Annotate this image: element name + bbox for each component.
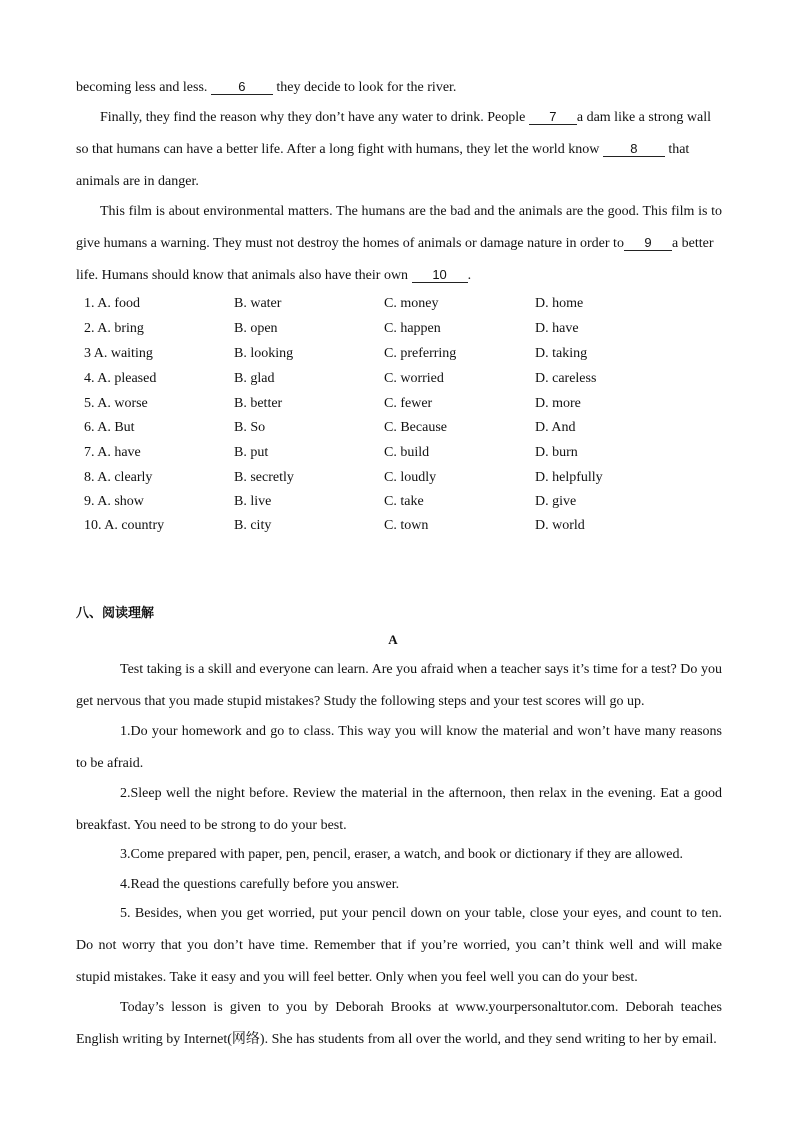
para-line: stupid mistakes. Take it easy and you will feel better. Only when you feel well you can do your best. <box>76 970 638 985</box>
option-a: 7. A. have <box>84 445 141 460</box>
option-d: D. helpfully <box>535 470 603 485</box>
answer-blank-6: 6 <box>211 80 273 95</box>
text: give humans a warning. They must not destroy the homes of animals or damage nature in order to <box>76 236 624 251</box>
option-b: B. water <box>234 296 282 311</box>
option-d: D. burn <box>535 445 578 460</box>
option-a: 8. A. clearly <box>84 470 153 485</box>
para-line: English writing by Internet(网络). She has students from all over the world, and they send writing to her by email. <box>76 1032 717 1047</box>
text: a better <box>671 236 714 251</box>
option-c: C. town <box>384 518 429 533</box>
cloze-line-5: This film is about environmental matters. The humans are the bad and the animals are the good. This film is to <box>100 204 722 219</box>
option-a: 5. A. worse <box>84 396 148 411</box>
option-d: D. have <box>535 321 579 336</box>
option-b: B. glad <box>234 371 275 386</box>
para-line: breakfast. You need to be strong to do your best. <box>76 818 347 833</box>
para-line: Today’s lesson is given to you by Deborah Brooks at www.yourpersonaltutor.com. Deborah teaches <box>120 1000 722 1015</box>
option-c: C. worried <box>384 371 444 386</box>
text: becoming less and less. <box>76 80 211 95</box>
option-b: B. secretly <box>234 470 294 485</box>
para-line: to be afraid. <box>76 756 144 771</box>
answer-blank-7: 7 <box>529 110 577 125</box>
option-d: D. And <box>535 420 576 435</box>
para-line: 2.Sleep well the night before. Review the material in the afternoon, then relax in the evening. Eat a good <box>120 786 722 801</box>
para-line: Do not worry that you don’t have time. Remember that if you’re worried, you can’t think well and will make <box>76 938 722 953</box>
option-b: B. city <box>234 518 272 533</box>
option-d: D. world <box>535 518 585 533</box>
text: so that humans can have a better life. After a long fight with humans, they let the world know <box>76 142 603 157</box>
option-c: C. build <box>384 445 430 460</box>
option-a: 4. A. pleased <box>84 371 157 386</box>
option-b: B. open <box>234 321 278 336</box>
option-b: B. live <box>234 494 272 509</box>
option-c: C. preferring <box>384 346 457 361</box>
text: . <box>467 268 472 283</box>
text: they decide to look for the river. <box>272 80 457 95</box>
option-c: C. money <box>384 296 439 311</box>
cloze-line-3 <box>76 141 722 159</box>
cloze-line-4: animals are in danger. <box>76 174 199 189</box>
para-line: Test taking is a skill and everyone can learn. Are you afraid when a teacher says it’s time for a test? Do you <box>120 662 722 677</box>
para-line: get nervous that you made stupid mistakes? Study the following steps and your test scores will go up. <box>76 694 645 709</box>
cloze-line-6 <box>76 235 722 253</box>
cloze-line-2 <box>76 109 722 127</box>
para-line: 1.Do your homework and go to class. This way you will know the material and won’t have many reasons <box>120 724 722 739</box>
text: that <box>664 142 690 157</box>
section-heading: 八、阅读理解 <box>76 606 155 621</box>
para-line: 5. Besides, when you get worried, put your pencil down on your table, close your eyes, and count to ten. <box>120 906 722 921</box>
option-a: 1. A. food <box>84 296 140 311</box>
answer-blank-10: 10 <box>412 268 468 283</box>
option-d: D. taking <box>535 346 588 361</box>
option-b: B. So <box>234 420 266 435</box>
option-a: 2. A. bring <box>84 321 144 336</box>
option-a: 10. A. country <box>84 518 165 533</box>
text: Finally, they find the reason why they don’t have any water to drink. People <box>100 110 529 125</box>
option-a: 6. A. But <box>84 420 135 435</box>
option-c: C. take <box>384 494 424 509</box>
option-c: C. loudly <box>384 470 437 485</box>
text: life. Humans should know that animals also have their own <box>76 268 412 283</box>
option-d: D. careless <box>535 371 597 386</box>
cloze-line-1 <box>76 79 722 97</box>
option-c: C. fewer <box>384 396 433 411</box>
option-d: D. give <box>535 494 577 509</box>
answer-blank-8: 8 <box>603 142 665 157</box>
option-a: 3 A. waiting <box>84 346 153 361</box>
cloze-line-7 <box>76 267 722 285</box>
option-d: D. home <box>535 296 584 311</box>
option-b: B. put <box>234 445 269 460</box>
option-a: 9. A. show <box>84 494 144 509</box>
option-b: B. looking <box>234 346 294 361</box>
option-c: C. Because <box>384 420 447 435</box>
para-line: 3.Come prepared with paper, pen, pencil, eraser, a watch, and book or dictionary if they are allowed. <box>120 847 683 862</box>
para-line: 4.Read the questions carefully before you answer. <box>120 877 400 892</box>
passage-label: A <box>388 632 398 647</box>
option-b: B. better <box>234 396 283 411</box>
text: a dam like a strong wall <box>576 110 711 125</box>
answer-blank-9: 9 <box>624 236 672 251</box>
option-d: D. more <box>535 396 581 411</box>
option-c: C. happen <box>384 321 441 336</box>
